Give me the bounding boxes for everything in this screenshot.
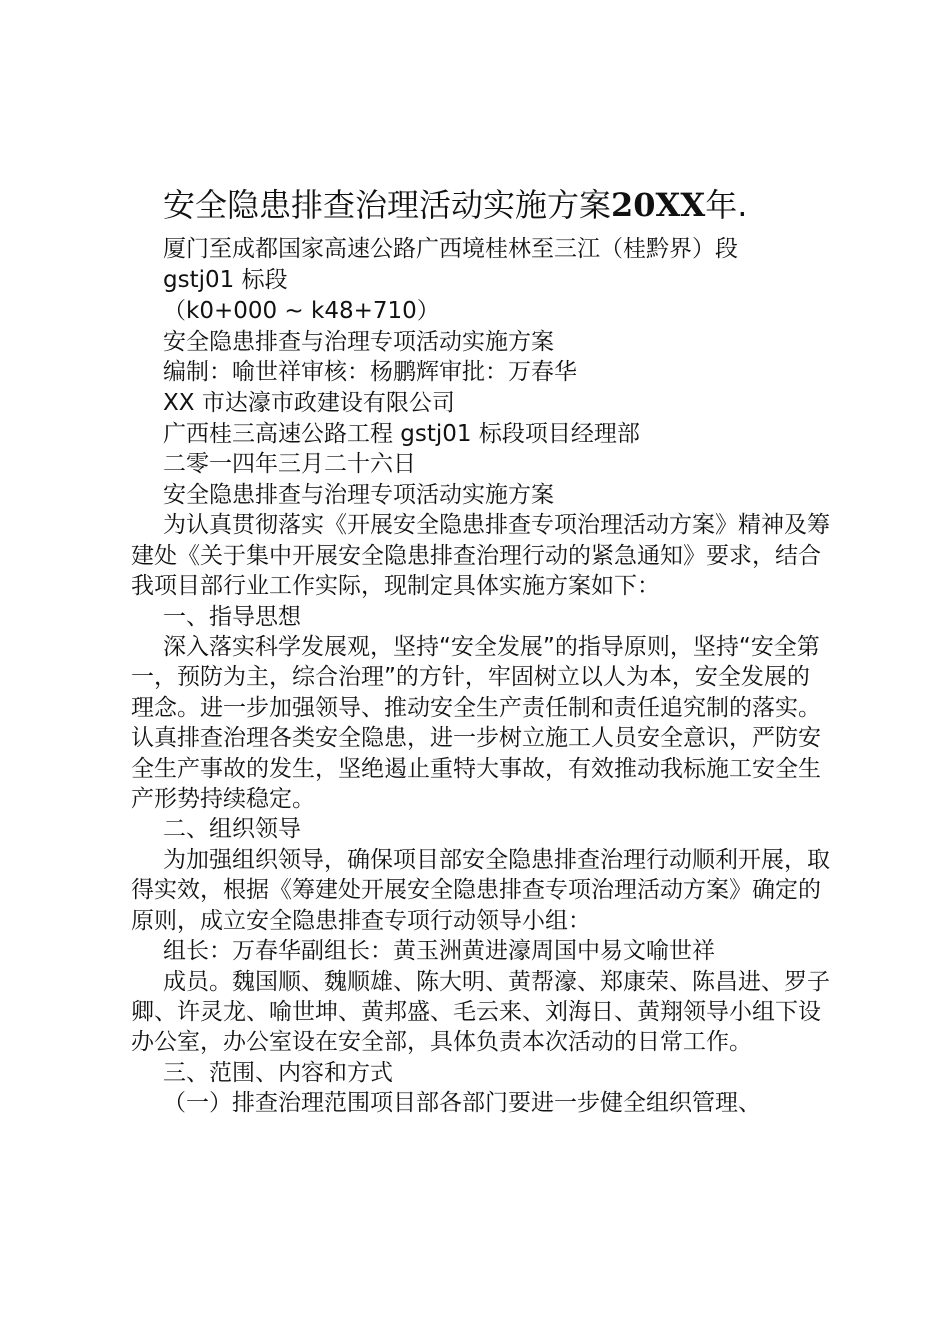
document-body [131,480,831,1119]
body-subtitle: 安全隐患排查与治理专项活动实施方案 [163,482,554,508]
project-chainage: （k0+000 ~ k48+710） [163,298,440,324]
document-date: 二零一四年三月二十六日 [163,451,416,477]
members-paragraph: 成员。魏国顺、魏顺雄、陈大明、黄帮濠、郑康荣、陈昌进、罗子卿、许灵龙、喻世坤、黄邦盛、毛云来、刘海日、黄翔领导小组下设办公室，办公室设在安全部，具体负责本次活动的日常工作。 [131,968,830,1056]
document-title [163,183,923,227]
department-name: 广西桂三高速公路工程 gstj01 标段项目经理部 [163,421,640,447]
scope-paragraph: （一）排查治理范围项目部各部门要进一步健全组织管理、 [163,1090,761,1117]
title-text: 安全隐患排查治理活动实施方案 [163,186,612,224]
guiding-thought-paragraph: 深入落实科学发展观，坚持“安全发展”的指导原则，坚持“安全第一，预防为主，综合治理”的方针，牢固树立以人为本，安全发展的理念。进一步加强领导、推动安全生产责任制和责任追究制的落实。认真排查治理各类安全隐患，进一步树立施工人员安全意识，严防安全生产事故的发生，坚绝遏止重特大事故，有效推动我标施工安全生产形势持续稳定。 [131,634,821,813]
section-heading-3: 三、范围、内容和方式 [163,1059,393,1086]
title-suffix: 年. [705,186,748,224]
plan-name: 安全隐患排查与治理专项活动实施方案 [163,329,554,355]
staff-line: 编制：喻世祥审核：杨鹏辉审批：万春华 [163,359,577,385]
intro-paragraph: 为认真贯彻落实《开展安全隐患排查专项治理活动方案》精神及筹建处《关于集中开展安全隐患排查治理行动的紧急通知》要求，结合我项目部行业工作实际，现制定具体实施方案如下： [131,512,830,600]
section-heading-2: 二、组织领导 [163,816,301,843]
title-year: 20XX [611,186,706,224]
section-heading-1: 一、指导思想 [163,603,301,630]
project-name-line-2: gstj01 标段 [163,267,288,293]
leaders-paragraph: 组长：万春华副组长：黄玉洲黄进濠周国中易文喻世祥 [163,938,715,965]
project-name-line-1: 厦门至成都国家高速公路广西境桂林至三江（桂黔界）段 [163,236,738,262]
organization-paragraph: 为加强组织领导，确保项目部安全隐患排查治理行动顺利开展，取得实效，根据《筹建处开展安全隐患排查专项治理活动方案》确定的原则，成立安全隐患排查专项行动领导小组： [131,846,830,934]
company-name: XX 市达濠市政建设有限公司 [163,390,455,416]
